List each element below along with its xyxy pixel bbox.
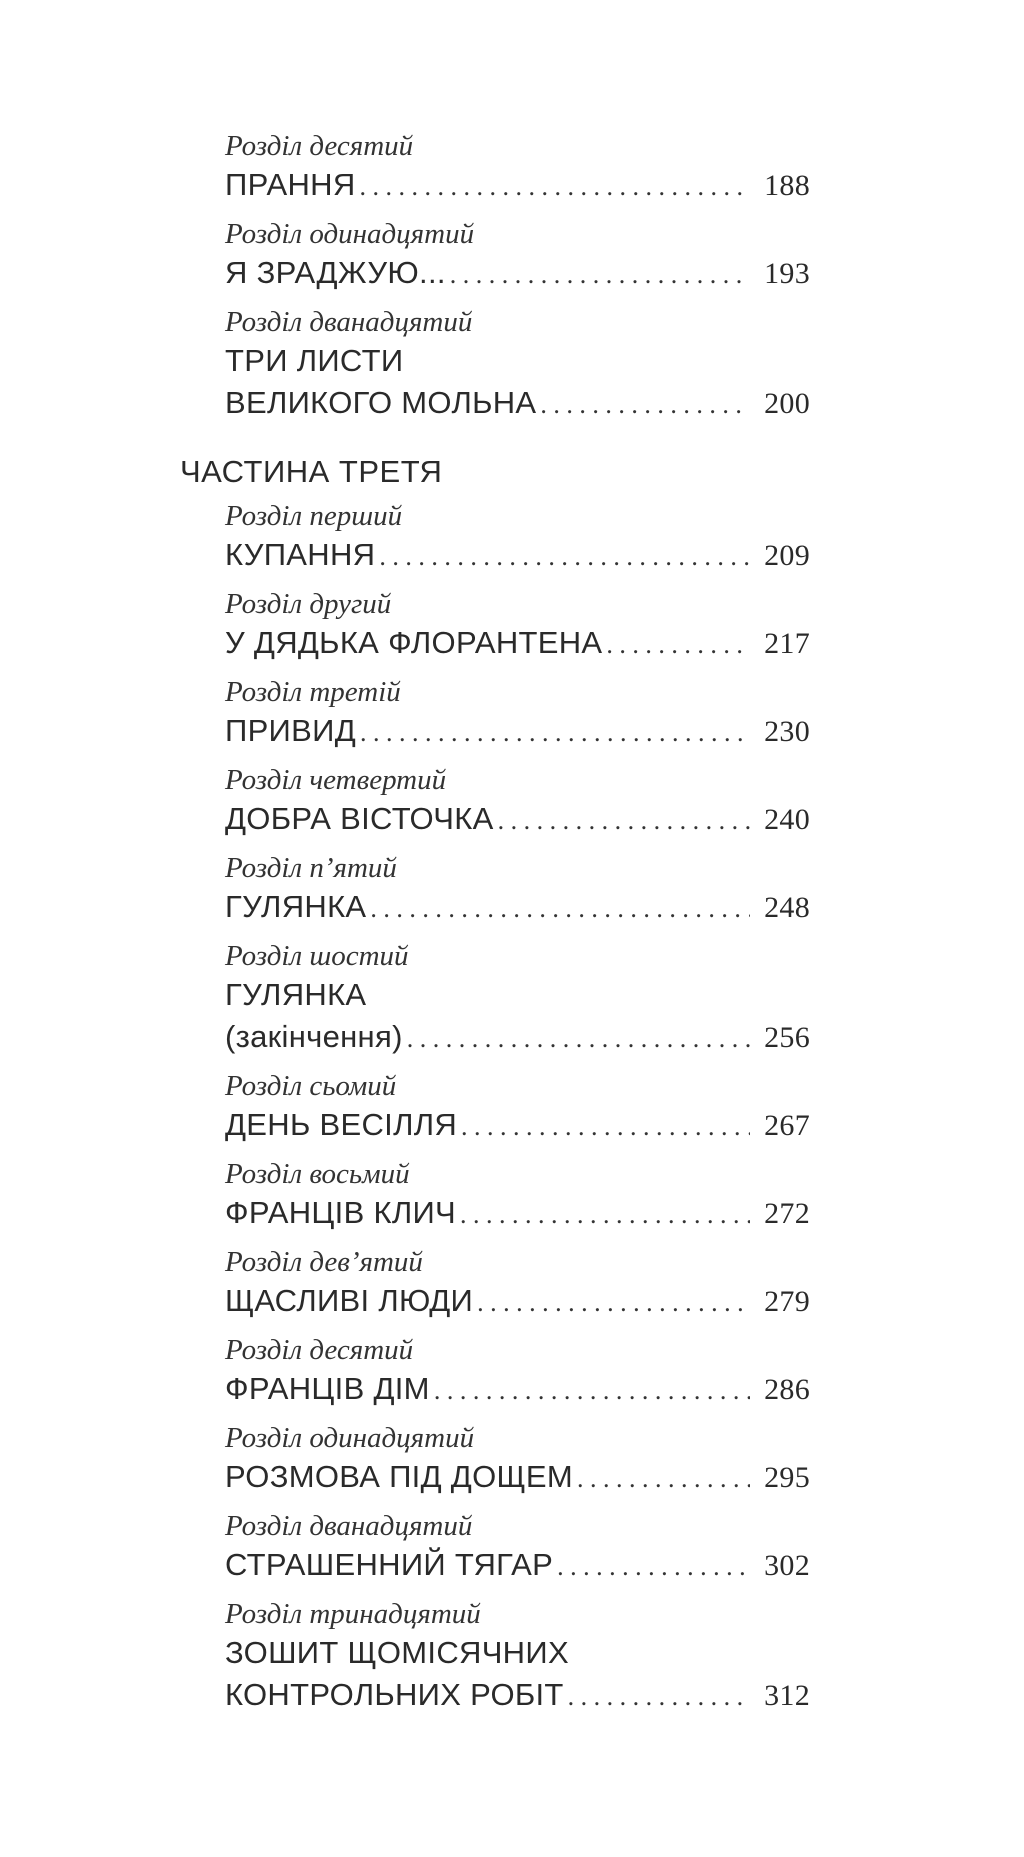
chapter-title: ЗОШИТ ЩОМІСЯЧНИХ (225, 1635, 569, 1670)
toc-entry (225, 1068, 810, 1148)
chapter-title: ВЕЛИКОГО МОЛЬНА (225, 385, 537, 420)
chapter-label: Розділ дванадцятий (225, 306, 473, 338)
chapter-title: ДОБРА ВІСТОЧКА (225, 801, 494, 836)
dot-leader (434, 1370, 750, 1412)
chapter-title-line (225, 1632, 810, 1674)
dot-leader (360, 712, 750, 754)
chapter-title-line (225, 622, 810, 666)
toc-entry (225, 128, 810, 208)
chapter-title: ДЕНЬ ВЕСІЛЛЯ (225, 1107, 458, 1142)
chapter-title-line (225, 710, 810, 754)
toc-group-part-two-end (180, 128, 810, 426)
chapter-title-line (225, 798, 810, 842)
dot-leader (577, 1458, 750, 1500)
page-number: 279 (764, 1285, 810, 1318)
dot-leader (568, 1676, 750, 1718)
chapter-title: ТРИ ЛИСТИ (225, 343, 404, 378)
page-number: 272 (764, 1197, 810, 1230)
toc-group-part-three (180, 498, 810, 1718)
dot-leader (477, 1282, 750, 1324)
chapter-label: Розділ десятий (225, 1334, 414, 1366)
page-number: 302 (764, 1549, 810, 1582)
chapter-label: Розділ дванадцятий (225, 1510, 473, 1542)
chapter-title-line (225, 1192, 810, 1236)
dot-leader (498, 800, 750, 842)
chapter-title-line (225, 974, 810, 1016)
chapter-title: КУПАННЯ (225, 537, 376, 572)
toc-entry (225, 1156, 810, 1236)
dot-leader (360, 166, 750, 208)
chapter-label: Розділ десятий (225, 130, 414, 162)
page-number: 256 (764, 1021, 810, 1054)
page-number: 217 (764, 627, 810, 660)
chapter-title: У ДЯДЬКА ФЛОРАНТЕНА (225, 625, 603, 660)
chapter-label: Розділ дев’ятий (225, 1246, 423, 1278)
chapter-title: ПРИВИД (225, 713, 356, 748)
toc-entry (225, 1420, 810, 1500)
chapter-title: КОНТРОЛЬНИХ РОБІТ (225, 1677, 564, 1712)
toc-entry (225, 1596, 810, 1718)
page-number: 240 (764, 803, 810, 836)
part-title: ЧАСТИНА ТРЕТЯ (180, 454, 443, 489)
chapter-title-line (225, 534, 810, 578)
chapter-title-line (225, 886, 810, 930)
chapter-label: Розділ третій (225, 676, 401, 708)
toc-entry (225, 762, 810, 842)
dot-leader (370, 888, 750, 930)
dot-leader (379, 536, 750, 578)
chapter-title-line (225, 1674, 810, 1718)
chapter-title: ЩАСЛИВІ ЛЮДИ (225, 1283, 474, 1318)
chapter-label: Розділ одинадцятий (225, 218, 475, 250)
chapter-title-line (225, 1104, 810, 1148)
dot-leader (461, 1106, 750, 1148)
page-number: 188 (764, 169, 810, 202)
toc-entry (225, 850, 810, 930)
chapter-title-line (225, 1016, 810, 1060)
dot-leader (460, 1194, 750, 1236)
page-number: 295 (764, 1461, 810, 1494)
chapter-label: Розділ восьмий (225, 1158, 410, 1190)
page-number: 209 (764, 539, 810, 572)
chapter-label: Розділ п’ятий (225, 852, 397, 884)
page-number: 312 (764, 1679, 810, 1712)
chapter-title: Я ЗРАДЖУЮ... (225, 255, 446, 290)
dot-leader (450, 254, 750, 296)
toc-entry (225, 498, 810, 578)
dot-leader (407, 1018, 750, 1060)
chapter-label: Розділ одинадцятий (225, 1422, 475, 1454)
chapter-title-line (225, 252, 810, 296)
page-number: 286 (764, 1373, 810, 1406)
chapter-label: Розділ шостий (225, 940, 409, 972)
page-number: 267 (764, 1109, 810, 1142)
chapter-title: СТРАШЕННИЙ ТЯГАР (225, 1547, 554, 1582)
chapter-title: ПРАННЯ (225, 167, 356, 202)
chapter-title-line (225, 1544, 810, 1588)
dot-leader (557, 1546, 750, 1588)
toc-entry (225, 216, 810, 296)
toc-entry (225, 586, 810, 666)
toc-entry (225, 1244, 810, 1324)
page-number: 248 (764, 891, 810, 924)
chapter-title-line (225, 1368, 810, 1412)
toc-entry (225, 1508, 810, 1588)
dot-leader (540, 384, 750, 426)
dot-leader (606, 624, 750, 666)
page-number: 193 (764, 257, 810, 290)
chapter-label: Розділ перший (225, 500, 403, 532)
chapter-label: Розділ другий (225, 588, 392, 620)
page-number: 230 (764, 715, 810, 748)
toc-entry (225, 674, 810, 754)
chapter-title: ГУЛЯНКА (225, 977, 367, 1012)
chapter-title: ФРАНЦІВ КЛИЧ (225, 1195, 457, 1230)
chapter-title-line (225, 1456, 810, 1500)
toc-entry (225, 1332, 810, 1412)
toc-entry (225, 938, 810, 1060)
chapter-label: Розділ четвертий (225, 764, 447, 796)
chapter-title: ФРАНЦІВ ДІМ (225, 1371, 430, 1406)
chapter-title: ГУЛЯНКА (225, 889, 367, 924)
chapter-title: (закінчення) (225, 1019, 403, 1054)
chapter-label: Розділ сьомий (225, 1070, 397, 1102)
page-number: 200 (764, 387, 810, 420)
chapter-title-line (225, 164, 810, 208)
toc-entry (225, 304, 810, 426)
chapter-title-line (225, 340, 810, 382)
chapter-title-line (225, 1280, 810, 1324)
chapter-title: РОЗМОВА ПІД ДОЩЕМ (225, 1459, 573, 1494)
table-of-contents (180, 128, 810, 1726)
chapter-label: Розділ тринадцятий (225, 1598, 481, 1630)
chapter-title-line (225, 382, 810, 426)
